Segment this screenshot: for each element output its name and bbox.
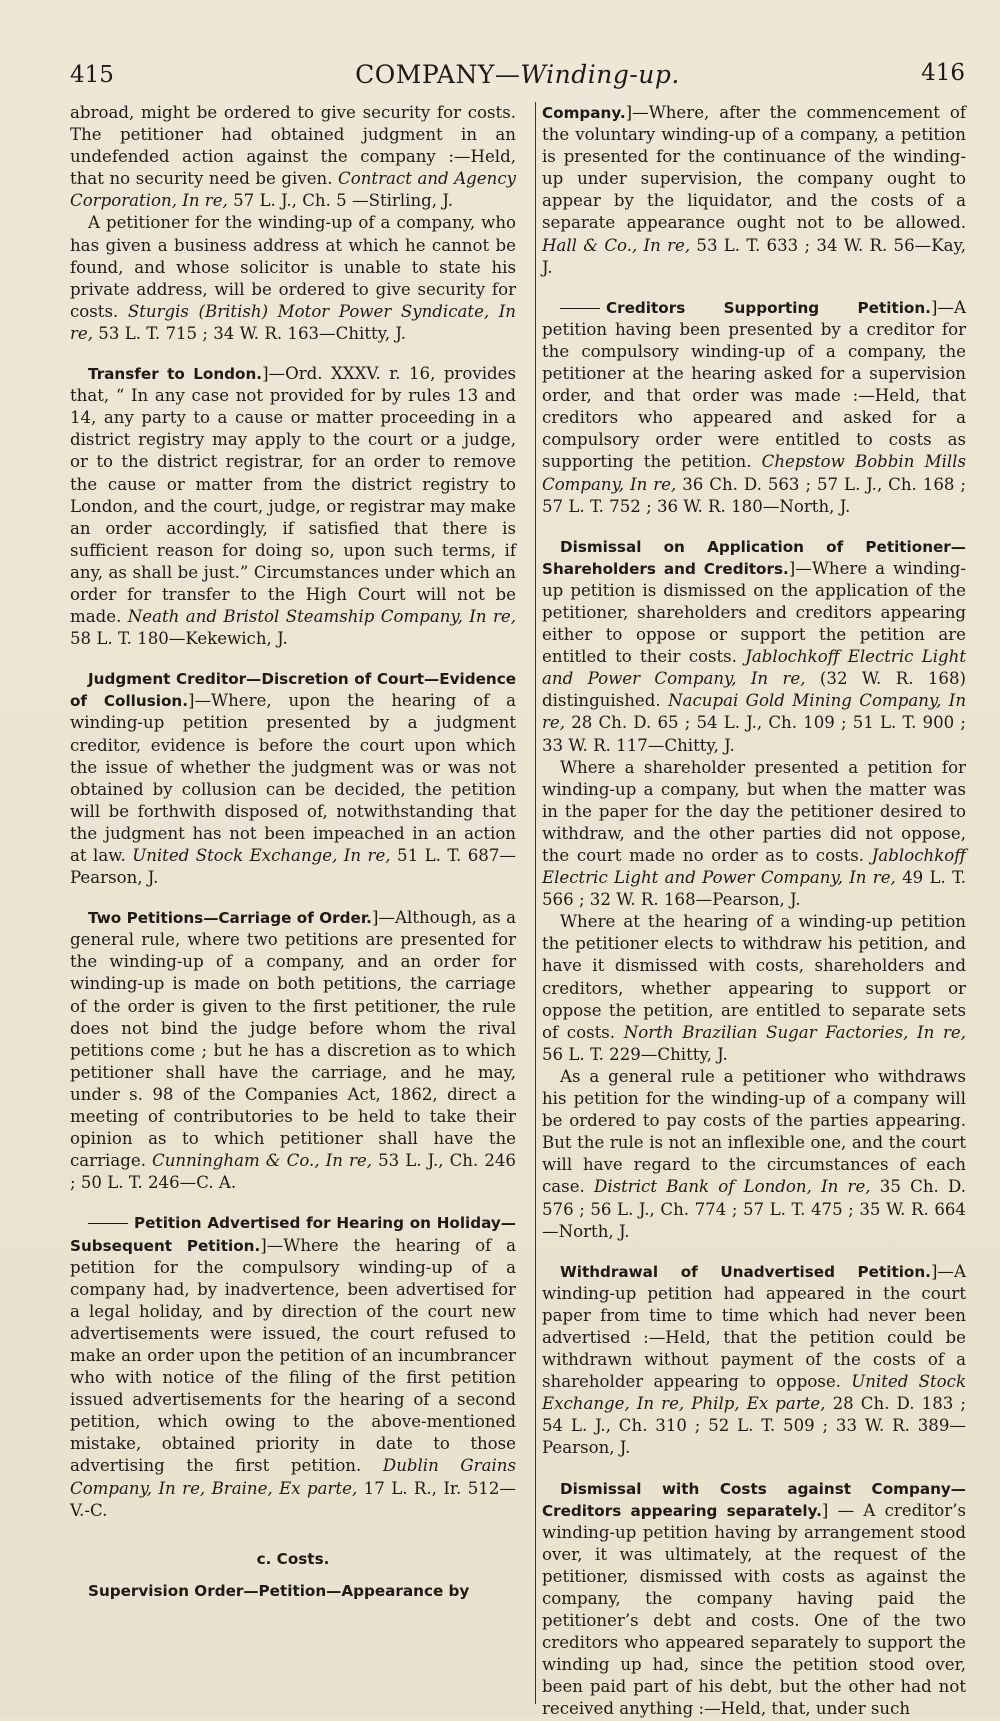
body-text: abroad, might be ordered to give security for costs. The petitioner had obtained judgment in an undefended action against the company :—Held, that no security need be given. [70, 103, 516, 189]
page-number-left: 415 [70, 62, 114, 88]
report-reference: 36 Ch. D. 563 ; 57 L. J., Ch. 168 ; 57 L. T. 752 ; 36 W. R. 180—North, J. [542, 474, 966, 516]
case-citation: Hall & Co., In re, [542, 235, 691, 255]
running-title-main: COMPANY— [355, 60, 521, 89]
entry-heading: Dismissal on Application of Petitioner—Shareholders and Creditors. [542, 537, 966, 578]
report-reference: 57 L. J., Ch. 5 —Stirling, J. [227, 191, 453, 211]
entry-judgment-creditor [70, 668, 516, 889]
entry-supervision-order [70, 1580, 516, 1602]
entry-heading: Two Petitions—Carriage of Order. [88, 909, 372, 928]
body-text: ]—A winding-up petition had appeared in the court paper from time to time which had never been advertised :—Held, that the petition could be withdrawn without payment of the costs of a shareholder appearing to oppose. [542, 1261, 966, 1392]
body-text: ]—Where a winding-up petition is dismissed on the application of the petitioner, shareholders and creditors appearing either to oppose or support the petition are entitled to their costs. [542, 558, 966, 667]
body-text: As a general rule a petitioner who withdraws his petition for the winding-up of a company will be ordered to pay costs of the parties appearing. But the rule is not an inflexible one, and the court will have regard to the circumstances of each case. [542, 1066, 966, 1197]
body-text: A petitioner for the winding-up of a company, who has given a business address at which he cannot be found, and whose solicitor is unable to state his private address, will be ordered to give security for costs. [70, 213, 516, 321]
body-text: Where at the hearing of a winding-up petition the petitioner elects to withdraw his petition, and have it dismissed with costs, shareholders and creditors, whether appearing to support or oppose the petition, are entitled to separate sets of costs. [542, 912, 966, 1042]
report-reference: 49 L. T. 566 ; 32 W. R. 168—Pearson, J. [542, 868, 966, 910]
right-paragraph-5 [542, 1066, 966, 1243]
right-paragraph-3 [542, 757, 966, 912]
section-heading-costs: c. Costs. [256, 1549, 330, 1568]
entry-dismissal-costs-company [542, 1478, 966, 1721]
case-citation: Jablochkoff Electric Light and Power Company, In re, [542, 647, 966, 689]
case-citation: District Bank of London, In re, [594, 1177, 871, 1197]
entry-withdrawal-unadvertised [542, 1261, 966, 1460]
entry-heading: Transfer to London. [88, 365, 263, 384]
body-text: ]—Where the hearing of a petition for the compulsory winding-up of a company had, by inadvertence, been advertised for a legal holiday, and by direction of the court new advertisements were issued, the court refused to make an order upon the petition of an incumbrancer who with notice of the filing of the first petition issued advertisements for the hearing of a second petition, which owing to the above-mentioned mistake, obtained priority in date to those advertising the first petition. [70, 1235, 517, 1476]
running-title-italic: Winding-up. [520, 60, 680, 89]
report-reference: 53 L. T. 633 ; 34 W. R. 56—Kay, J. [542, 235, 966, 277]
case-citation: Nacupai Gold Mining Company, In re, [542, 691, 967, 733]
report-reference: 35 Ch. D. 576 ; 56 L. J., Ch. 774 ; 57 L. T. 475 ; 35 W. R. 664—North, J. [542, 1177, 966, 1241]
entry-petition-advertised-holiday [70, 1212, 516, 1521]
body-text: (32 W. R. 168) distinguished. [542, 669, 967, 711]
running-title [70, 60, 965, 89]
body-text: ]—Ord. XXXV. r. 16, provides that, “ In any case not provided for by rules 13 and 14, any party to a cause or matter proceeding in a district registry may apply to the court or a judge, or to the district registrar, for an order to remove the cause or matter from the district registry to London, and the court, judge, or registrar may make an order accordingly, if satisfied that there is sufficient reason for doing so, upon such terms, if any, as shall be just.” Circumstances under which an order for transfer to the High Court will not be made. [70, 364, 516, 627]
case-citation: Contract and Agency Corporation, In re, [70, 169, 516, 211]
right-column [528, 102, 967, 1719]
entry-heading: Creditors Supporting Petition. [606, 298, 931, 317]
page-header [70, 56, 965, 96]
case-citation: North Brazilian Sugar Factories, In re, [623, 1022, 966, 1042]
entry-heading: Withdrawal of Unadvertised Petition. [560, 1262, 931, 1281]
case-citation: Jablochkoff Electric Light and Power Company, In re, [542, 846, 966, 888]
report-reference: 58 L. T. 180—Kekewich, J. [70, 629, 288, 649]
ditto-dash [560, 308, 600, 309]
report-reference: 17 L. R., Ir. 512—V.-C. [70, 1478, 516, 1520]
entry-creditors-supporting [542, 297, 966, 518]
case-citation: Dublin Grains Company, In re, Braine, Ex parte, [70, 1456, 517, 1498]
entry-heading: Dismissal with Costs against Company—Creditors appearing separately. [542, 1479, 966, 1520]
body-text: ]—Where, upon the hearing of a winding-up petition presented by a judgment creditor, evidence is before the court upon which the issue of whether the judgment was or was not obtained by collusion can be decided, the petition will be forthwith disposed of, notwithstanding that the judgment has not been impeached in an action at law. [70, 691, 516, 865]
case-citation: United Stock Exchange, In re, Philp, Ex parte, [542, 1372, 966, 1414]
left-paragraph-1 [70, 102, 516, 212]
report-reference: 51 L. T. 687—Pearson, J. [70, 846, 516, 888]
entry-two-petitions [70, 907, 516, 1194]
case-citation: United Stock Exchange, In re, [132, 846, 391, 865]
report-reference: 28 Ch. D. 183 ; 54 L. J., Ch. 310 ; 52 L. T. 509 ; 33 W. R. 389—Pearson, J. [542, 1394, 966, 1458]
entry-heading: Judgment Creditor—Discretion of Court—Evidence of Collusion. [70, 670, 516, 711]
body-text: Where a shareholder presented a petition for winding-up a company, but when the matter was in the paper for the day the petitioner desired to withdraw, and the other parties did not oppose, the court made no order as to costs. [542, 757, 966, 865]
case-citation: Cunningham & Co., In re, [152, 1151, 372, 1171]
case-citation: Sturgis (British) Motor Power Syndicate, In re, [70, 301, 516, 343]
report-reference: 53 L. J., Ch. 246 ; 50 L. T. 246—C. A. [70, 1151, 516, 1193]
body-text: ]—Where, after the commencement of the voluntary winding-up of a company, a petition is presented for the continuance of the winding-up under supervision, the company ought to appear by the liquidator, and the costs of a separate appearance ought not to be allowed. [542, 103, 966, 233]
left-column [70, 102, 516, 1702]
right-paragraph-1 [542, 102, 966, 279]
entry-heading: Company. [542, 104, 626, 122]
body-text: ] — A creditor’s winding-up petition having by arrangement stood over, it was ultimately, at the request of the petitioner, dismissed with costs as against the company, the company having paid the petitioner’s debt and costs. One of the two creditors who appeared separately to support the winding up had, since the petition stood over, been paid part of his debt, but the other had not received anything :—Held, that, under such [542, 1500, 966, 1719]
report-reference: 56 L. T. 229—Chitty, J. [542, 1044, 728, 1064]
body-text: ]—A petition having been presented by a creditor for the compulsory winding-up of a company, the petitioner at the hearing asked for a supervision order, and that order was made :—Held, that creditors who appeared and asked for a compulsory order were entitled to costs as supporting the petition. [542, 297, 966, 472]
case-citation: Chepstow Bobbin Mills Company, In re, [542, 452, 967, 494]
report-reference: 53 L. T. 715 ; 34 W. R. 163—Chitty, J. [93, 323, 407, 343]
entry-transfer-to-london [70, 363, 516, 650]
right-paragraph-4 [542, 911, 966, 1066]
entry-heading: Supervision Order—Petition—Appearance by [88, 1581, 470, 1600]
ditto-dash [88, 1223, 128, 1224]
entry-heading: Petition Advertised for Hearing on Holiday—Subsequent Petition. [70, 1214, 516, 1255]
body-text: ]—Although, as a general rule, where two petitions are presented for the winding-up of a company, and an order for winding-up is made on both petitions, the carriage of the order is given to the first petitioner, the rule does not bind the judge before whom the rival petitions come ; but he has a discretion as to which petitioner shall have the carriage, and he may, under s. 98 of the Companies Act, 1862, direct a meeting of contributories to be held to take their opinion as to which petitioner shall have the carriage. [70, 908, 517, 1171]
entry-dismissal-application [542, 536, 966, 757]
report-reference: 28 Ch. D. 65 ; 54 L. J., Ch. 109 ; 51 L. T. 900 ; 33 W. R. 117—Chitty, J. [542, 713, 966, 755]
case-citation: Neath and Bristol Steamship Company, In re, [127, 607, 516, 627]
left-paragraph-2 [70, 212, 516, 345]
page-number-right: 416 [921, 60, 965, 86]
